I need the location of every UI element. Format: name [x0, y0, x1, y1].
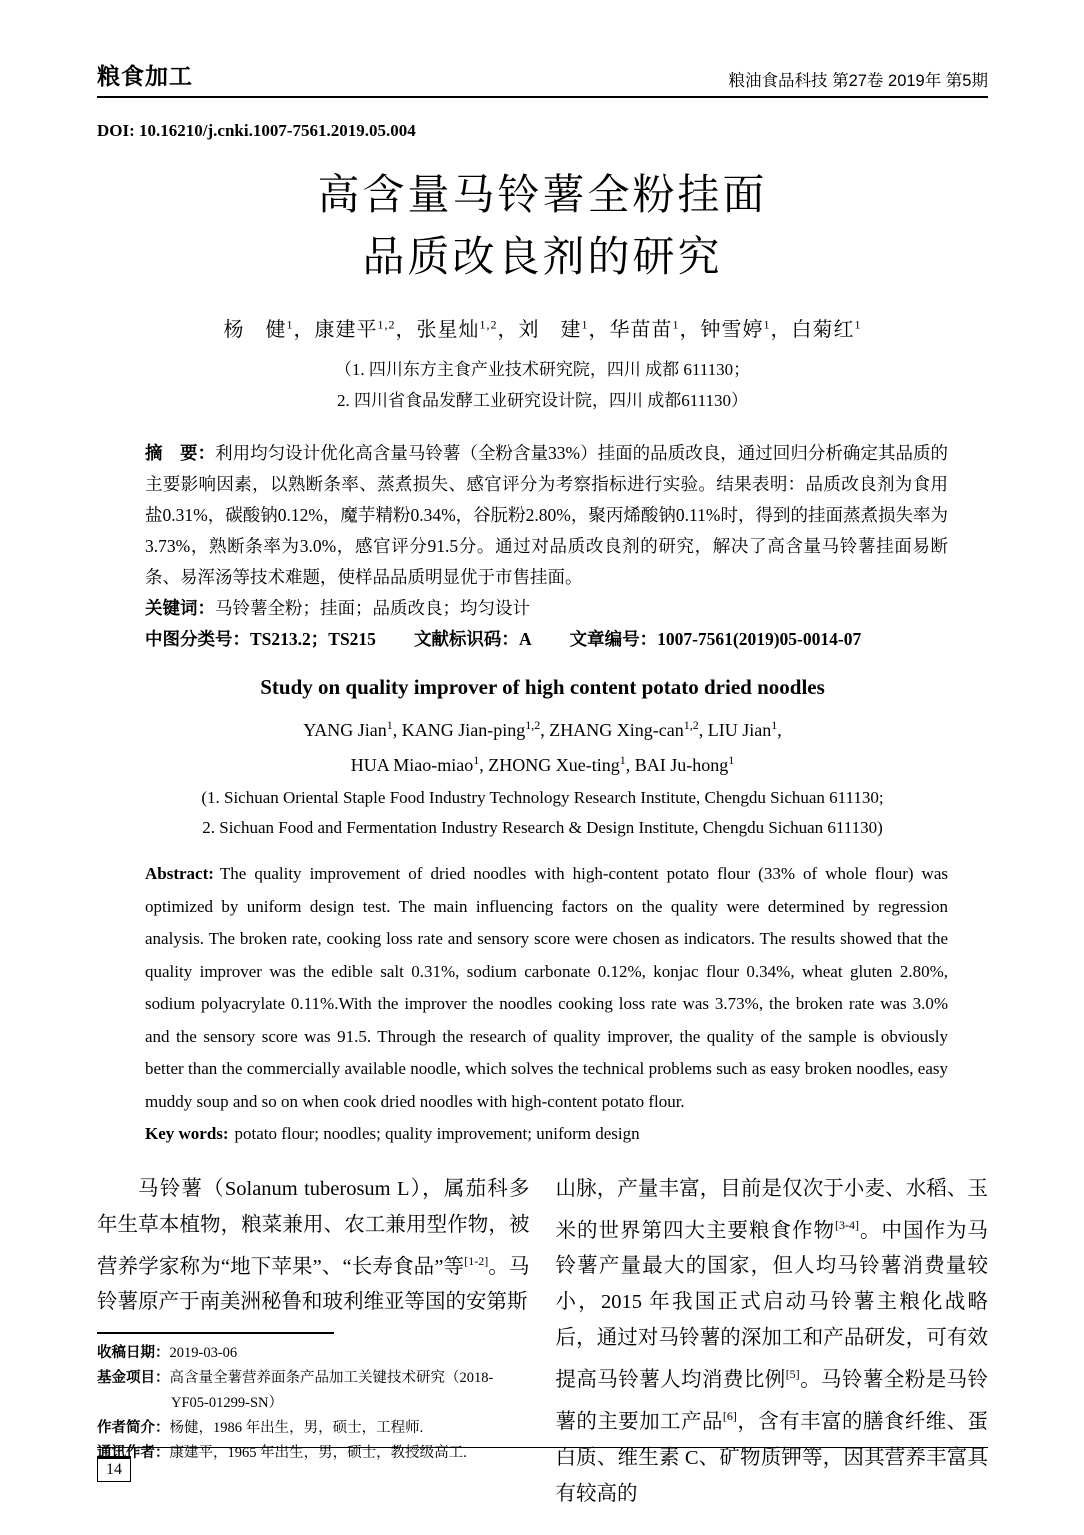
author-cn-name: 白菊红 [791, 319, 855, 341]
author-cn-affil-sup: 1 [672, 317, 680, 332]
author-separator: , [625, 755, 635, 775]
footnote-value: 2019-03-06 [169, 1345, 238, 1362]
clc-number [145, 629, 376, 649]
author-cn-affil-sup: 1 [286, 317, 294, 332]
footnote-label: 通讯作者： [97, 1445, 170, 1462]
author-cn-name: 刘 建 [518, 319, 582, 341]
author-cn-name: 张星灿 [416, 319, 480, 341]
body-text: 山脉，产量丰富，目前是仅次于小麦、水稻、玉米的世界第四大主要粮食作物 [555, 1177, 988, 1242]
bottom-rule [97, 1447, 988, 1448]
citation-ref: [1-2] [464, 1253, 489, 1268]
clc-label: 中图分类号： [145, 629, 250, 649]
author-en-name: BAI Ju-hong [634, 755, 729, 775]
document-code [414, 629, 532, 649]
abstract-cn [145, 438, 948, 593]
author-en-name: HUA Miao-miao [350, 755, 474, 775]
affiliations-en [97, 783, 988, 843]
author-en [708, 720, 782, 740]
footnote-label: 作者简介： [97, 1420, 170, 1437]
affiliation-cn-1: （1. 四川东方主食产业技术研究院，四川 成都 611130； [334, 360, 751, 379]
keywords-cn-text: 马铃薯全粉；挂面；品质改良；均匀设计 [215, 598, 530, 618]
author-separator: , [698, 720, 708, 740]
author-separator: , [479, 755, 489, 775]
article-title-cn-line2: 品质改良剂的研究 [362, 235, 723, 281]
body-text: ，含有丰富的膳食纤维、蛋白质、维生素 C、矿物质钾等，因其营养丰富具有较高的 [555, 1410, 989, 1505]
footnote-author-bio [97, 1416, 530, 1441]
author-cn [610, 319, 701, 341]
author-cn-name: 钟雪婷 [700, 319, 764, 341]
authors-en-line1 [97, 710, 988, 745]
author-cn-name: 华苗苗 [609, 319, 673, 341]
author-cn [519, 319, 610, 341]
keywords-cn [145, 593, 948, 624]
author-en [549, 720, 707, 740]
doi-line: DOI: 10.16210/j.cnki.1007-7561.2019.05.004 [97, 121, 416, 140]
author-cn-affil-sup: 1,2 [377, 317, 396, 332]
body-paragraph-left [97, 1171, 530, 1321]
author-cn-affil-sup: 1 [763, 317, 771, 332]
author-en [635, 755, 735, 775]
body-column-left [97, 1171, 530, 1512]
author-en [351, 755, 488, 775]
author-en-affil-sup: 1,2 [683, 718, 699, 732]
footnote-fund-project [97, 1366, 530, 1416]
footnote-corresponding-author [97, 1441, 530, 1466]
author-en [303, 720, 402, 740]
body-text: 。马铃薯全粉是马铃薯的主要加工产品 [555, 1369, 989, 1433]
citation-ref: [3-4] [835, 1217, 859, 1232]
body-text: 马铃薯（Solanum tuberosum L），属茄科多年生草本植物，粮菜兼用、农工兼用型作物，被营养学家称为“地下苹果”、“长寿食品”等 [97, 1177, 530, 1278]
author-cn [701, 319, 792, 341]
author-en-name: YANG Jian [303, 720, 387, 740]
author-separator: ， [497, 319, 519, 341]
author-en-affil-sup: 1,2 [525, 718, 541, 732]
author-cn [224, 319, 315, 341]
clc-value: TS213.2；TS215 [250, 629, 376, 649]
keywords-en-text: potato flour; noodles; quality improvement; uniform design [234, 1124, 640, 1143]
document-code-value: A [518, 629, 532, 649]
article-title-cn [97, 165, 988, 289]
author-cn-affil-sup: 1,2 [479, 317, 498, 332]
footnote-label: 收稿日期： [97, 1345, 170, 1362]
author-cn-affil-sup: 1 [581, 317, 589, 332]
footnote-value: 康建平，1965 年出生，男，硕士，教授级高工. [169, 1445, 467, 1462]
body-paragraph-right [556, 1171, 989, 1512]
body-columns [97, 1171, 988, 1512]
author-en-affil-sup: 1 [771, 718, 778, 732]
authors-cn [97, 313, 988, 342]
abstract-en [145, 858, 948, 1118]
keywords-en [145, 1118, 948, 1151]
author-separator: ， [770, 319, 792, 341]
keywords-cn-label: 关键词： [145, 598, 215, 618]
footnote-label: 基金项目： [97, 1370, 170, 1387]
body-text: 。马铃薯原产于南美洲秘鲁和玻利维亚等国的安第斯 [97, 1255, 530, 1314]
document-code-label: 文献标识码： [413, 629, 519, 649]
author-separator: ， [588, 319, 610, 341]
citation-ref: [6] [722, 1409, 737, 1424]
author-en-name: KANG Jian-ping [401, 720, 526, 740]
author-cn [792, 319, 862, 341]
article-id [570, 629, 862, 649]
author-cn-name: 康建平 [314, 319, 378, 341]
authors-en-line2 [97, 745, 988, 780]
author-cn [315, 319, 417, 341]
author-cn-name: 杨 健 [223, 319, 287, 341]
page-number-value: 14 [106, 1461, 122, 1478]
author-en [488, 755, 634, 775]
author-en-affil-sup: 1 [386, 718, 393, 732]
author-en-name: ZHANG Xing-can [549, 720, 684, 740]
abstract-en-label: Abstract: [145, 864, 214, 883]
author-separator: , [777, 720, 782, 740]
affiliation-cn-2: 2. 四川省食品发酵工业研究设计院，四川 成都611130） [337, 391, 748, 410]
footnote-separator [97, 1332, 334, 1334]
keywords-en-label: Key words: [145, 1124, 229, 1143]
author-separator: , [392, 720, 402, 740]
author-cn [417, 319, 519, 341]
author-separator: ， [293, 319, 315, 341]
author-en-name: LIU Jian [707, 720, 772, 740]
author-en [402, 720, 550, 740]
affiliation-en-1: (1. Sichuan Oriental Staple Food Industry Technology Research Institute, Chengdu Sichuan 611130; [201, 788, 884, 807]
author-en-name: ZHONG Xue-ting [488, 755, 620, 775]
affiliations-cn [97, 354, 988, 416]
author-cn-affil-sup: 1 [854, 317, 862, 332]
journal-issue-info: 粮油食品科技 第27卷 2019年 第5期 [728, 72, 988, 90]
abstract-cn-label: 摘 要： [145, 443, 216, 463]
body-column-right [556, 1171, 989, 1512]
author-en-affil-sup: 1 [473, 753, 480, 767]
author-en-affil-sup: 1 [619, 753, 626, 767]
classification-line [145, 624, 948, 655]
article-id-label: 文章编号： [569, 629, 658, 649]
citation-ref: [5] [785, 1367, 800, 1382]
footnote-received-date [97, 1341, 530, 1366]
footnote-value: 杨健，1986 年出生，男，硕士，工程师. [169, 1420, 424, 1437]
authors-en [97, 710, 988, 780]
author-separator: , [540, 720, 550, 740]
article-title-cn-line1: 高含量马铃薯全粉挂面 [317, 173, 768, 219]
article-title-en: Study on quality improver of high content potato dried noodles [260, 675, 825, 699]
abstract-en-text: The quality improvement of dried noodles with high-content potato flour (33% of whole flour) was optimized by uniform design test. The main influencing factors on the quality were determined by regression analysis. The broken rate, cooking loss rate and sensory score were chosen as indicators. The results showed that the quality improver was the edible salt 0.31%, sodium carbonate 0.12%, konjac flour 0.34%, wheat gluten 2.80%, sodium polyacrylate 0.11%.With the improver the noodles cooking loss rate was 3.73%, the broken rate was 3.0% and the sensory score was 91.5. Through the research of quality improver, the quality of the sample is obviously better than the commercially available noodle, which solves the technical problems such as easy broken noodles, easy muddy soup and so on when cook dried noodles with high-content potato flour. [145, 864, 948, 1111]
footnote-value: 高含量全薯营养面条产品加工关键技术研究（2018-YF05-01299-SN） [169, 1370, 494, 1412]
journal-header [97, 58, 988, 98]
affiliation-en-2: 2. Sichuan Food and Fermentation Industry Research & Design Institute, Chengdu Sichuan 611130) [202, 818, 883, 837]
page-number [97, 1456, 131, 1482]
article-id-value: 1007-7561(2019)05-0014-07 [657, 629, 862, 649]
journal-section-title: 粮食加工 [97, 63, 193, 89]
abstract-cn-text: 利用均匀设计优化高含量马铃薯（全粉含量33%）挂面的品质改良，通过回归分析确定其品质的主要影响因素，以熟断条率、蒸煮损失、感官评分为考察指标进行实验。结果表明：品质改良剂为食用盐0.31%，碳酸钠0.12%，魔芋精粉0.34%，谷朊粉2.80%，聚丙烯酸钠0.11%时，得到的挂面蒸煮损失率为3.73%，熟断条率为3.0%，感官评分91.5分。通过对品质改良剂的研究，解决了高含量马铃薯挂面易断条、易浑汤等技术难题，使样品品质明显优于市售挂面。 [145, 443, 949, 587]
body-text: 。中国作为马铃薯产量最大的国家，但人均马铃薯消费量较小，2015 年我国正式启动马铃薯主粮化战略后，通过对马铃薯的深加工和产品研发，可有效提高马铃薯人均消费比例 [555, 1219, 988, 1392]
author-separator: ， [679, 319, 701, 341]
author-separator: ， [395, 319, 417, 341]
author-en-affil-sup: 1 [728, 753, 735, 767]
